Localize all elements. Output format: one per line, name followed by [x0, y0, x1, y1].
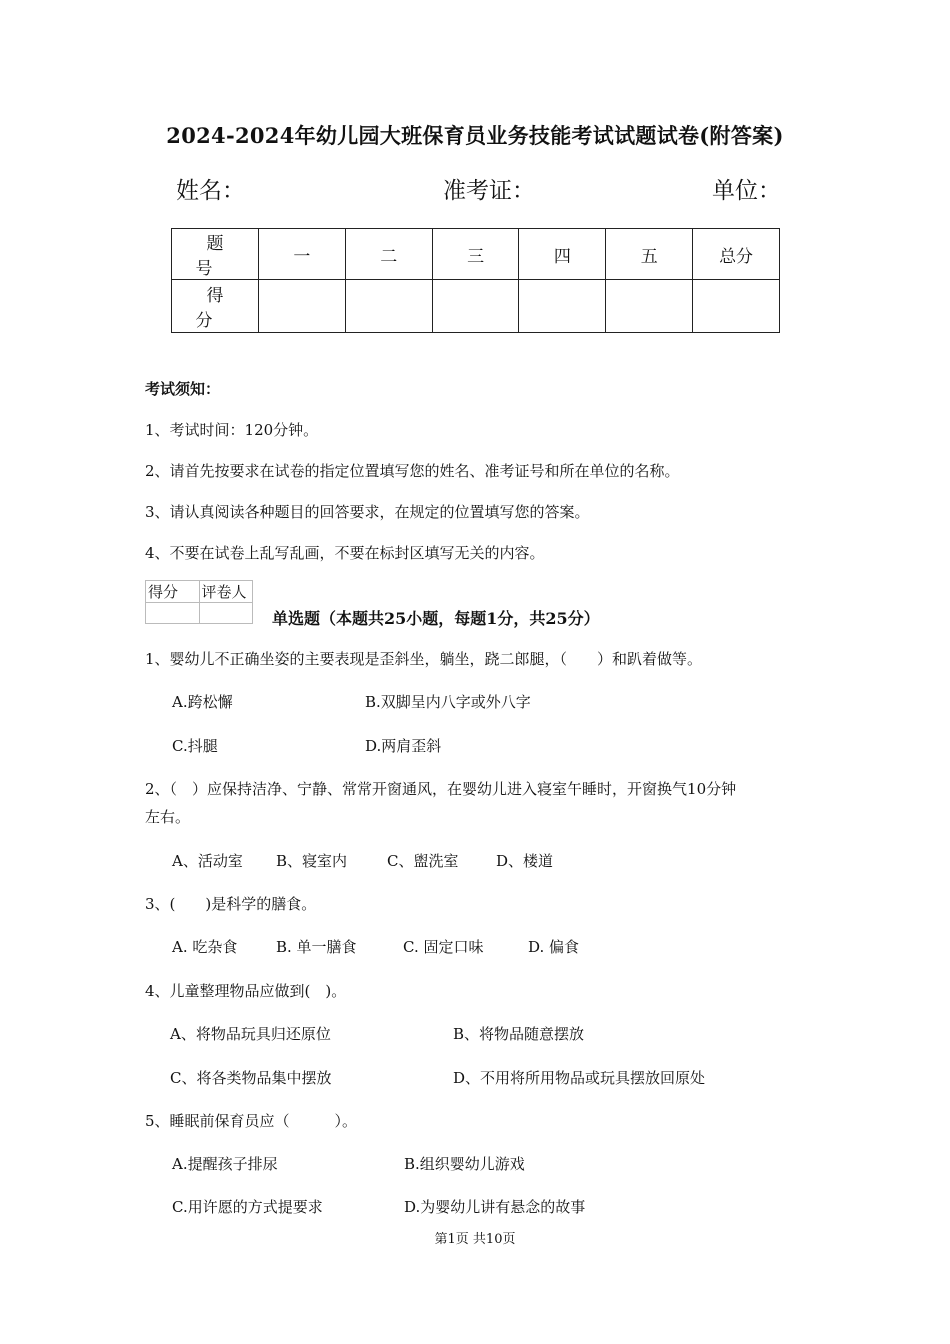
- question-4-option-d[interactable]: D、不用将所用物品或玩具摆放回原处: [453, 1069, 706, 1087]
- section-heading: 单选题（本题共25小题，每题1分，共25分）: [272, 609, 600, 628]
- rule-item: 1、考试时间：120分钟。: [145, 421, 319, 439]
- score-blank-cell[interactable]: [606, 280, 693, 333]
- question-1-option-c[interactable]: C.抖腿: [172, 737, 218, 755]
- question-5-option-b[interactable]: B.组织婴幼儿游戏: [404, 1155, 525, 1173]
- question-4-option-c[interactable]: C、将各类物品集中摆放: [170, 1069, 332, 1087]
- score-blank-cell[interactable]: [345, 280, 432, 333]
- score-header-cell: 题 号: [172, 229, 259, 280]
- question-4-option-b[interactable]: B、将物品随意摆放: [453, 1025, 585, 1043]
- score-header-cell: 四: [519, 229, 606, 280]
- score-table-header-row: [172, 229, 780, 280]
- score-blank-cell[interactable]: [259, 280, 346, 333]
- score-header-cell: 总分: [693, 229, 780, 280]
- score-table-score-row: [172, 280, 780, 333]
- question-2-option-d[interactable]: D、楼道: [496, 852, 554, 870]
- rule-item: 3、请认真阅读各种题目的回答要求，在规定的位置填写您的答案。: [145, 503, 590, 521]
- score-table: [171, 228, 780, 333]
- grader-name-blank[interactable]: [199, 603, 253, 624]
- grader-score-label: 得分: [146, 581, 200, 603]
- question-1-option-d[interactable]: D.两肩歪斜: [365, 737, 442, 755]
- score-row-label: 得 分: [172, 280, 259, 333]
- score-blank-cell[interactable]: [432, 280, 519, 333]
- question-1-option-a[interactable]: A.跨松懈: [172, 693, 233, 711]
- exam-id-label: 准考证：: [443, 178, 535, 204]
- question-2-stem: 2、（ ）应保持洁净、宁静、常常开窗通风，在婴幼儿进入寝室午睡时，开窗换气10分钟: [145, 780, 737, 798]
- question-4-stem: 4、儿童整理物品应做到( )。: [145, 982, 347, 1000]
- question-5-option-d[interactable]: D.为婴幼儿讲有悬念的故事: [404, 1198, 586, 1216]
- rule-item: 4、不要在试卷上乱写乱画，不要在标封区填写无关的内容。: [145, 544, 545, 562]
- question-1-stem: 1、婴幼儿不正确坐姿的主要表现是歪斜坐，躺坐，跷二郎腿，（ ）和趴着做等。: [145, 650, 703, 668]
- question-2-stem-continued: 左右。: [145, 808, 191, 826]
- question-3-option-c[interactable]: C. 固定口味: [403, 938, 484, 956]
- grader-box: [145, 580, 253, 624]
- question-5-stem: 5、睡眠前保育员应（ ）。: [145, 1112, 358, 1130]
- question-5-option-c[interactable]: C.用许愿的方式提要求: [172, 1198, 323, 1216]
- score-header-cell: 二: [345, 229, 432, 280]
- rule-item: 2、请首先按要求在试卷的指定位置填写您的姓名、准考证号和所在单位的名称。: [145, 462, 680, 480]
- score-blank-cell[interactable]: [693, 280, 780, 333]
- question-2-option-c[interactable]: C、盥洗室: [387, 852, 459, 870]
- question-1-option-b[interactable]: B.双脚呈内八字或外八字: [365, 693, 531, 711]
- question-2-option-a[interactable]: A、活动室: [172, 852, 243, 870]
- score-header-cell: 一: [259, 229, 346, 280]
- question-3-stem: 3、( )是科学的膳食。: [145, 895, 317, 913]
- score-blank-cell[interactable]: [519, 280, 606, 333]
- question-3-option-d[interactable]: D. 偏食: [528, 938, 580, 956]
- document-title: 2024-2024年幼儿园大班保育员业务技能考试试题试卷(附答案): [166, 123, 784, 148]
- grader-score-blank[interactable]: [146, 603, 200, 624]
- page-footer: 第1页 共10页: [434, 1232, 516, 1247]
- question-4-option-a[interactable]: A、将物品玩具归还原位: [170, 1025, 331, 1043]
- question-2-option-b[interactable]: B、寝室内: [276, 852, 348, 870]
- question-3-option-b[interactable]: B. 单一膳食: [276, 938, 357, 956]
- score-header-cell: 三: [432, 229, 519, 280]
- grader-name-label: 评卷人: [199, 581, 253, 603]
- score-header-cell: 五: [606, 229, 693, 280]
- rules-heading: 考试须知：: [145, 380, 221, 398]
- name-label: 姓名：: [176, 178, 245, 204]
- question-3-option-a[interactable]: A. 吃杂食: [172, 938, 238, 956]
- unit-label: 单位：: [712, 178, 781, 204]
- question-5-option-a[interactable]: A.提醒孩子排尿: [172, 1155, 278, 1173]
